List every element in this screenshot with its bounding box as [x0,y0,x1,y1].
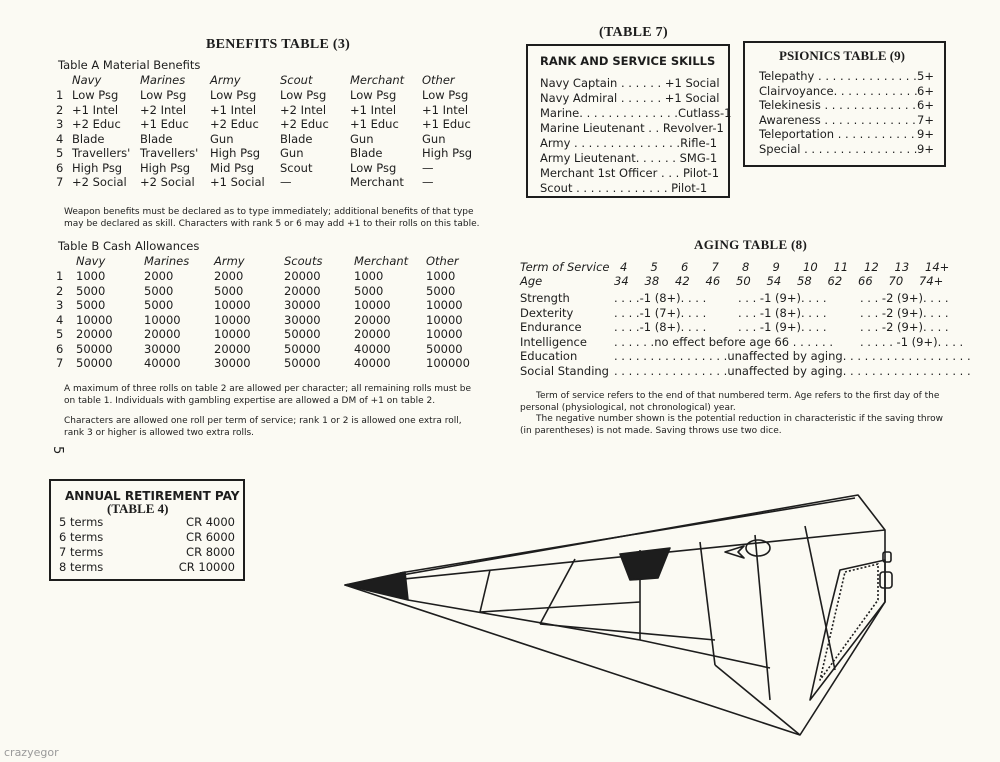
table-cell: — [280,175,292,189]
table-cell: +2 Intel [140,102,187,117]
retirement-amount: CR 4000 [186,515,235,529]
retirement-subtitle: (TABLE 4) [107,501,169,516]
table-cell: 50000 [76,356,113,370]
psionic-target: 9+ [917,127,934,141]
row-number: 6 [56,160,64,175]
aging-effect: . . . . . -1 (9+). . . . [860,334,964,349]
table-cell: Blade [72,131,105,146]
retirement-term: 8 terms [59,560,104,574]
table-cell: 50000 [76,341,113,356]
term-value: 4 [620,260,628,274]
rank-skill-row: Army Lieutenant. . . . . . SMG-1 [540,151,718,165]
note-line: Weapon benefits must be declared as to type immediately; additional benefits of that type [64,207,474,217]
aging-effect: . . . -2 (9+). . . . [860,291,949,305]
table-cell: Travellers' [72,146,131,160]
psionic-target: 6+ [917,98,934,112]
table-cell: Gun [422,131,446,146]
table-cell: 20000 [354,312,391,327]
term-value: 5 [650,260,658,274]
term-value: 13 [894,260,910,274]
psionic-target: 9+ [917,141,934,156]
table-cell: 20000 [284,283,321,298]
column-header: Other [422,73,455,87]
table-cell: — [422,160,434,175]
table-cell: High Psg [422,146,473,160]
table-cell: 30000 [284,312,321,327]
aging-note [520,391,943,437]
table-cell: 20000 [284,269,321,283]
aging-effect: . . . -1 (8+). . . . [738,305,827,320]
psionics-box [743,41,946,167]
table-cell: 50000 [284,356,321,370]
column-header: Scouts [284,254,323,268]
rank-skill-row: Navy Captain . . . . . . +1 Social [540,76,720,90]
table-cell: +2 Educ [210,117,259,131]
row-number: 1 [56,269,64,283]
table-cell: Gun [350,131,374,146]
table-cell: +2 Social [140,175,195,189]
table-cell: +1 Educ [350,117,399,131]
page-number: 5 [50,446,65,455]
table-cell: Low Psg [210,88,257,102]
table-cell: 10000 [426,312,463,327]
age-value: 62 [827,274,843,288]
table-cell: 20000 [76,327,113,341]
note-line: The negative number shown is the potential reduction in characteristic if the saving throw [536,414,943,424]
age-label: Age [520,274,543,288]
term-value: 8 [742,260,750,274]
term-value: 6 [681,260,689,274]
table-cell: 50000 [284,341,321,356]
table-cell: 10000 [76,312,113,327]
row-number: 6 [56,341,64,356]
table-cell: +1 Intel [350,102,397,117]
retirement-amount: CR 10000 [178,560,235,574]
retirement-term: 6 terms [59,530,104,544]
note-line: rank 3 or higher is allowed two extra rolls. [64,427,255,438]
psionic-target: 6+ [917,83,934,98]
table-cell: +1 Intel [210,102,257,117]
note-line: Characters are allowed one roll per term of service; rank 1 or 2 is allowed one extra roll, [64,416,462,426]
table-cell: +1 Intel [72,102,119,117]
row-number: 2 [56,283,64,298]
table-cell: Blade [350,146,383,160]
table-cell: 40000 [354,341,391,356]
age-value: 74+ [919,274,944,288]
table-cell: 20000 [354,327,391,341]
table-cell: 40000 [144,356,181,370]
table-cell: 10000 [426,298,463,312]
row-number: 5 [56,146,64,160]
term-value: 9 [772,260,780,274]
stat-name: Endurance [520,320,582,334]
aging-effect: . . . .-1 (8+). . . . [614,320,707,334]
age-value: 54 [766,274,782,288]
aging-effect: . . . . . . . . . . . . . . . .unaffected by aging. . . . . . . . . . . . . . . . . . [614,349,971,363]
aging-effect: . . . . . .no effect before age 66 . . . . . . [614,334,833,349]
note-line: on table 1. Individuals with gambling expertise are allowed a DM of +1 on table 2. [64,395,436,406]
material-benefits-table [56,73,486,191]
row-number: 7 [56,175,64,189]
psionic-target: 7+ [917,112,934,127]
stat-name: Strength [520,291,570,305]
aging-table [520,260,970,380]
table-cell: 30000 [144,341,181,356]
age-value: 42 [675,274,690,288]
retirement-pay-box [49,479,245,581]
psionic-name: Special . . . . . . . . . . . . . . . . [759,141,918,156]
table-cell: +2 Intel [280,102,327,117]
rank-skill-row: Army . . . . . . . . . . . . . . .Rifle-1 [540,136,718,150]
table-cell: Travellers' [140,146,199,160]
table-cell: +2 Educ [280,117,329,131]
rank-skills-box [526,44,730,198]
table-cell: 10000 [354,298,391,312]
aging-effect: . . . .-1 (7+). . . . [614,305,707,320]
row-number: 4 [56,312,64,327]
table-cell: 5000 [144,283,174,298]
psionic-name: Clairvoyance. . . . . . . . . . . . [759,83,918,98]
table-cell: Merchant [350,175,404,189]
table-cell: Scout [280,160,313,175]
table-cell: 1000 [426,269,456,283]
table-a-note [64,207,479,230]
psionic-name: Telekinesis . . . . . . . . . . . . . [759,98,916,112]
table-cell: 10000 [426,327,463,341]
column-header: Other [426,254,459,268]
column-header: Merchant [354,254,409,268]
table-cell: 10000 [214,327,251,341]
table-cell: High Psg [140,160,191,175]
table-cell: Mid Psg [210,160,255,175]
column-header: Army [214,254,245,268]
table-cell: Low Psg [280,88,327,102]
table-cell: Low Psg [140,88,187,102]
table-cell: 10000 [144,312,181,327]
term-value: 14+ [925,260,950,274]
psionic-name: Awareness . . . . . . . . . . . . . [759,112,916,127]
table-b-note-2 [64,416,462,439]
psionic-target: 5+ [917,69,934,83]
table-cell: 1000 [354,269,384,283]
row-number: 3 [56,117,64,131]
table-cell: 2000 [214,269,244,283]
table-cell: Gun [210,131,234,146]
table-cell: 40000 [354,356,391,370]
age-value: 70 [888,274,904,288]
age-value: 66 [858,274,873,288]
table-cell: Blade [140,131,173,146]
note-line: may be declared as skill. Characters with rank 5 or 6 may add +1 to their rolls on this table. [64,218,480,229]
table-b-heading: Table B Cash Allowances [58,239,200,253]
table-a-heading: Table A Material Benefits [58,58,201,72]
row-number: 1 [56,88,64,102]
age-value: 58 [797,274,812,288]
table-cell: +2 Educ [72,117,121,131]
term-value: 12 [864,260,879,274]
rank-skill-row: Merchant 1st Officer . . . Pilot-1 [540,166,720,180]
retirement-term: 7 terms [59,545,104,559]
stat-name: Dexterity [520,305,574,320]
table-cell: 20000 [214,341,251,356]
psionics-title: PSIONICS TABLE (9) [779,48,905,63]
rank-skill-row: Scout . . . . . . . . . . . . . Pilot-1 [540,181,708,195]
table-cell: 10000 [214,312,251,327]
table-cell: 2000 [144,269,174,283]
column-header: Scout [280,73,313,87]
age-value: 50 [736,274,751,288]
retirement-amount: CR 6000 [186,530,235,544]
aging-effect: . . . .-1 (8+). . . . [614,291,707,305]
row-number: 4 [56,131,64,146]
retirement-amount: CR 8000 [186,545,235,559]
note-line: (in parentheses) is not made. Saving throws use two dice. [520,425,782,436]
table-cell: 5000 [76,298,106,312]
table-cell: 5000 [426,283,456,298]
table-cell: 20000 [144,327,181,341]
table-cell: Gun [280,146,304,160]
table-cell: 5000 [354,283,384,298]
rank-skill-row: Navy Admiral . . . . . . +1 Social [540,91,720,105]
table-cell: 50000 [426,341,463,356]
column-header: Merchant [350,73,405,87]
column-header: Army [210,73,241,87]
column-header: Marines [144,254,190,268]
rank-table-label: (TABLE 7) [599,25,668,40]
table-cell: Low Psg [350,160,397,175]
aging-effect: . . . -1 (9+). . . . [738,291,827,305]
term-value: 11 [833,260,849,274]
stat-name: Education [520,349,578,363]
aging-effect: . . . -1 (9+). . . . [738,320,827,334]
retirement-title: ANNUAL RETIREMENT PAY [65,489,240,503]
table-cell: +1 Educ [422,117,471,131]
table-cell: 5000 [76,283,106,298]
age-value: 46 [705,274,721,288]
table-cell: — [422,175,434,189]
retirement-term: 5 terms [59,515,104,529]
starship-illustration [340,490,900,760]
term-value: 10 [803,260,818,274]
table-cell: High Psg [72,160,123,175]
table-cell: 50000 [284,327,321,341]
row-number: 7 [56,356,64,370]
note-line: personal (physiological, not chronological) year. [520,402,736,413]
column-header: Navy [76,254,106,268]
table-cell: +1 Educ [140,117,189,131]
psionic-name: Telepathy . . . . . . . . . . . . . . [759,69,917,83]
table-b-note-1 [64,384,471,407]
stat-name: Intelligence [520,334,587,349]
table-cell: Blade [280,131,313,146]
cash-allowances-table [56,254,486,372]
note-line: A maximum of three rolls on table 2 are allowed per character; all remaining rolls must be [64,384,472,394]
table-cell: Low Psg [422,88,469,102]
psionic-name: Teleportation . . . . . . . . . . . [759,127,915,141]
row-number: 5 [56,327,64,341]
aging-title: AGING TABLE (8) [694,237,808,252]
table-cell: +2 Social [72,175,127,189]
table-cell: 5000 [144,298,174,312]
column-header: Marines [140,73,186,87]
term-label: Term of Service [520,260,610,274]
note-line: Term of service refers to the end of that numbered term. Age refers to the first day of the [536,391,940,401]
aging-effect: . . . -2 (9+). . . . [860,320,949,334]
term-value: 7 [711,260,719,274]
table-cell: +1 Intel [422,102,469,117]
rank-skill-row: Marine Lieutenant . . Revolver-1 [540,121,724,135]
table-cell: 30000 [214,356,251,370]
rank-skills-title: RANK AND SERVICE SKILLS [540,54,716,68]
rank-skill-row: Marine. . . . . . . . . . . . . .Cutlass-1 [540,106,732,120]
stat-name: Social Standing [520,363,609,378]
table-cell: High Psg [210,146,261,160]
table-cell: 30000 [284,298,321,312]
table-cell: +1 Social [210,175,265,189]
benefits-title: BENEFITS TABLE (3) [206,37,351,52]
table-cell: 10000 [214,298,251,312]
aging-effect: . . . . . . . . . . . . . . . .unaffected by aging. . . . . . . . . . . . . . . . . . [614,363,971,378]
watermark: crazyegor [4,746,59,759]
table-cell: Low Psg [350,88,397,102]
column-header: Navy [72,73,102,87]
table-cell: 100000 [426,356,470,370]
hull-outline [345,495,885,735]
aging-effect: . . . -2 (9+). . . . [860,305,949,320]
table-cell: Low Psg [72,88,119,102]
age-value: 34 [614,274,629,288]
table-cell: 5000 [214,283,244,298]
row-number: 3 [56,298,64,312]
age-value: 38 [644,274,660,288]
row-number: 2 [56,102,64,117]
table-cell: 1000 [76,269,106,283]
